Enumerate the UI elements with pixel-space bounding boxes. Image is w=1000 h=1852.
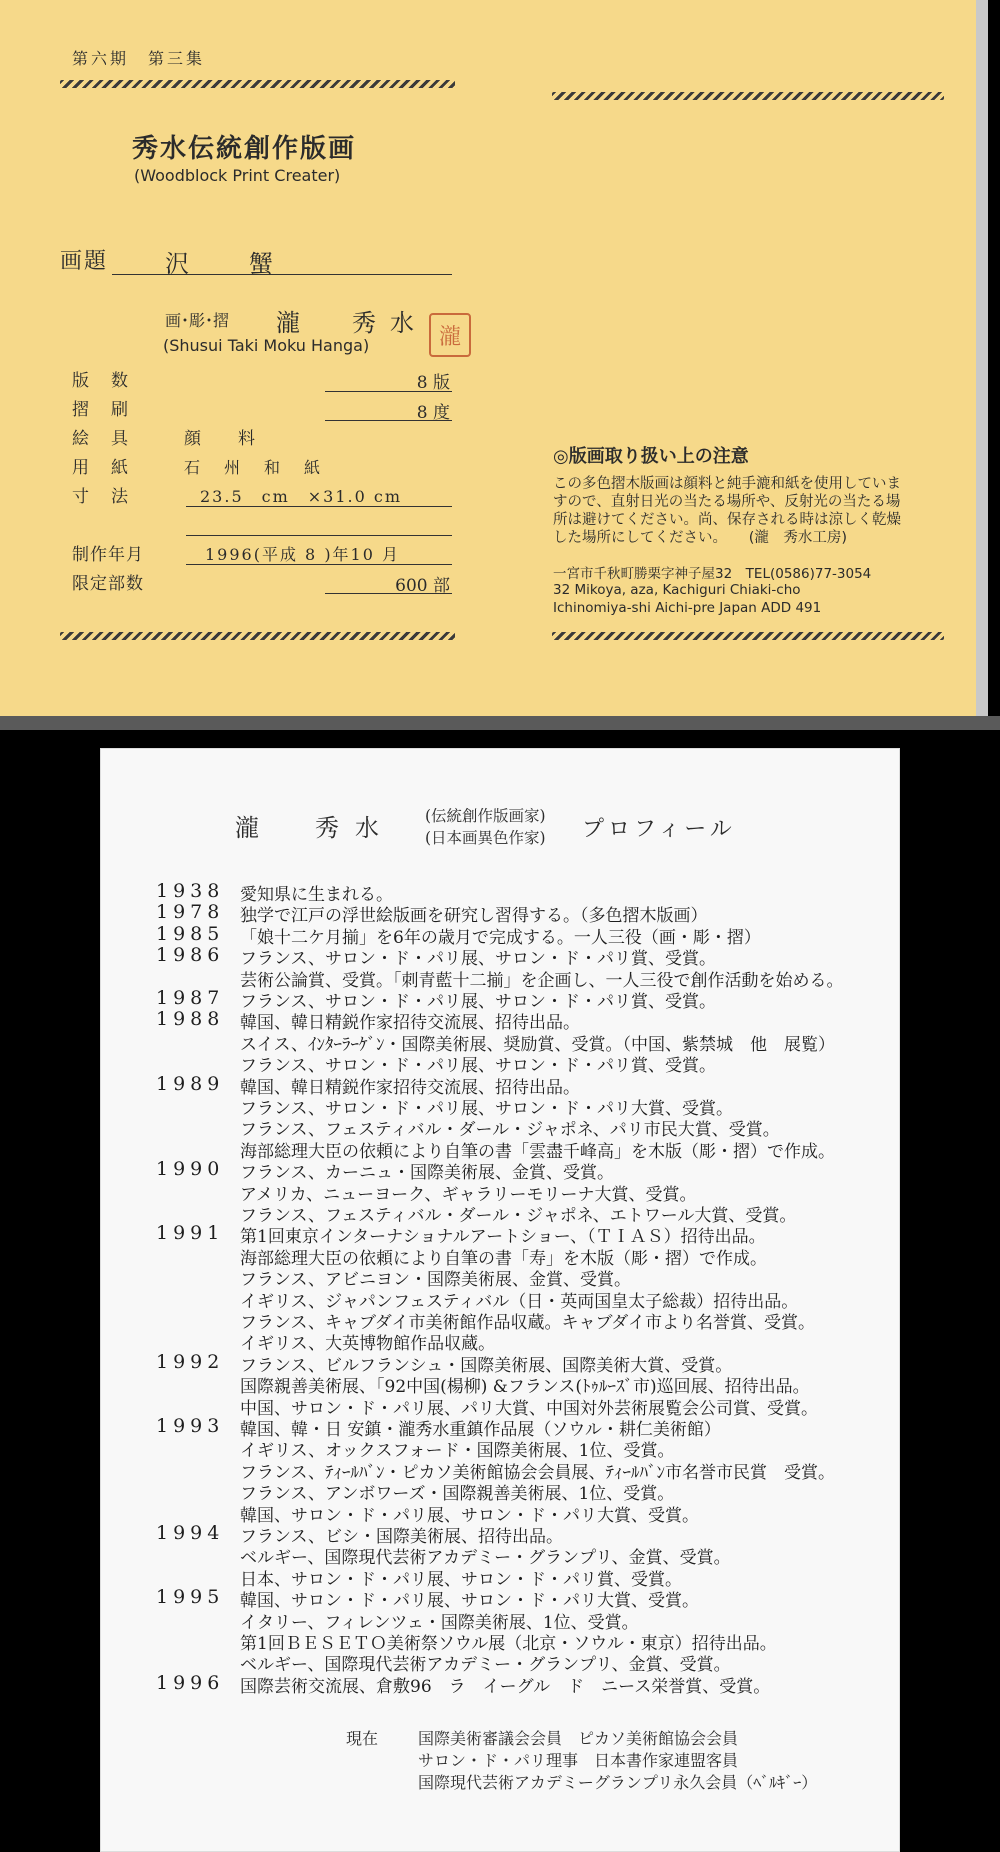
profile-entry-text: 日本、サロン・ド・パリ展、サロン・ド・パリ賞、受賞。 <box>240 1569 682 1590</box>
profile-entry-text: フランス、サロン・ド・パリ展、サロン・ド・パリ賞、受賞。 <box>240 992 716 1012</box>
artist-en: (Shusui Taki Moku Hanga) <box>163 336 370 355</box>
profile-entry-year: 1995 <box>156 1586 225 1609</box>
profile-name: 瀧 秀水 <box>235 814 395 842</box>
profile-entry-text: アメリカ、ニューヨーク、ギャラリーモリーナ大賞、受賞。 <box>240 1184 697 1205</box>
spec-value-paper: 石 州 和 紙 <box>184 458 325 477</box>
profile-entry-text: 国際芸術交流展、倉敷96 ラ イーグル ド ニース栄誉賞、受賞。 <box>240 1676 771 1697</box>
profile-role-2: (日本画異色作家) <box>425 829 546 847</box>
profile-entry-text: 「娘十二ケ月揃」を6年の歳月で完成する。一人三役（画・彫・摺） <box>240 927 761 948</box>
edition-value: 600 部 <box>395 576 450 596</box>
profile-entry-text: フランス、フェスティバル・ダール・ジャポネ、パリ市民大賞、受賞。 <box>240 1120 780 1141</box>
profile-entry-year: 1993 <box>156 1415 225 1437</box>
spec-underline-plates <box>325 391 452 392</box>
notice-line-3: 所は避けてください。尚、保存される時は涼しく乾燥 <box>553 512 901 528</box>
profile-entry-text: フランス、サロン・ド・パリ展、サロン・ド・パリ賞、受賞。 <box>240 949 716 970</box>
profile-entry-text: 韓国、韓・日 安鎮・瀧秀水重鎮作品展（ソウル・耕仁美術館） <box>240 1420 721 1440</box>
spec-label-paper: 用紙 <box>72 458 150 478</box>
profile-entry-text: 芸術公論賞、受賞。「刺青藍十二揃」を企画し、一人三役で創作活動を始める。 <box>240 970 844 991</box>
profile-entry-text: イギリス、大英博物館作品収蔵。 <box>240 1334 496 1355</box>
profile-entry-text: 独学で江戸の浮世絵版画を研究し習得する。（多色摺木版画） <box>240 906 708 927</box>
date-underline <box>186 564 452 565</box>
profile-entry-text: フランス、サロン・ド・パリ展、サロン・ド・パリ大賞、受賞。 <box>240 1099 733 1119</box>
profile-entry-text: フランス、サロン・ド・パリ展、サロン・ド・パリ賞、受賞。 <box>240 1056 716 1077</box>
profile-entry-text: フランス、カーニュ・国際美術展、金賞、受賞。 <box>240 1163 614 1184</box>
profile-entry-text: 第1回東京インターナショナルアートショー、（ＴＩＡＳ）招待出品。 <box>240 1227 766 1248</box>
edition-underline <box>325 593 452 594</box>
spec-value-plates: 8 版 <box>416 373 450 393</box>
artist-seal: 瀧 <box>429 313 471 357</box>
profile-entry-text: フランス、アンボワーズ・国際親善美術展、1位、受賞。 <box>240 1484 675 1505</box>
address-en-2: Ichinomiya-shi Aichi-pre Japan ADD 491 <box>553 600 822 616</box>
spec-value-pigment: 顔 料 <box>184 429 265 449</box>
profile-entry-text: 海部総理大臣の依頼により自筆の書「雲盡千峰高」を木版（彫・摺）で作成。 <box>240 1141 835 1162</box>
subject-value: 沢 蟹 <box>165 250 291 278</box>
spec-underline-printings <box>325 420 452 421</box>
profile-entry-year: 1987 <box>156 987 225 1009</box>
card-title-en: (Woodblock Print Creater) <box>134 166 341 185</box>
spec-label-pigment: 絵具 <box>72 429 150 449</box>
ornament-top-left <box>60 80 455 88</box>
profile-entry-year: 1978 <box>156 901 225 924</box>
profile-entry-text: フランス、アビニヨン・国際美術展、金賞、受賞。 <box>240 1270 631 1291</box>
profile-entry-text: フランス、ビシ・国際美術展、招待出品。 <box>240 1527 563 1547</box>
notice-title: ◎版画取り扱い上の注意 <box>553 446 749 467</box>
profile-entry-text: イタリー、フィレンツェ・国際美術展、1位、受賞。 <box>240 1612 639 1633</box>
profile-entry-text: 韓国、サロン・ド・パリ展、サロン・ド・パリ大賞、受賞。 <box>240 1591 699 1612</box>
profile-entry-year: 1938 <box>156 880 225 902</box>
profile-entry-text: 国際親善美術展、「92中国(楊柳) &フランス(ﾄｩﾙｰｽﾞ市)巡回展、招待出品。 <box>240 1377 810 1398</box>
certificate-card <box>0 0 988 716</box>
profile-entry-year: 1988 <box>156 1008 225 1031</box>
current-line-1: 国際美術審議会会員 ピカソ美術館協会会員 <box>418 1729 739 1748</box>
profile-entry-year: 1996 <box>156 1671 225 1694</box>
address-jp: 一宮市千秋町勝栗字神子屋32 TEL(0586)77-3054 <box>553 566 872 582</box>
profile-entry-year: 1992 <box>156 1350 225 1373</box>
profile-entry-text: 韓国、韓日精鋭作家招待交流展、招待出品。 <box>240 1077 580 1098</box>
profile-entry-text: 海部総理大臣の依頼により自筆の書「寿」を木版（彫・摺）で作成。 <box>240 1248 767 1269</box>
profile-sheet <box>100 748 900 1852</box>
profile-entry-text: フランス、フェスティバル・ダール・ジャポネ、エトワール大賞、受賞。 <box>240 1206 797 1226</box>
profile-entry-year: 1985 <box>156 922 225 945</box>
subject-underline <box>112 274 452 275</box>
spec-value-size: 23.5 cm ×31.0 cm <box>200 487 403 506</box>
spec-label-plates: 版数 <box>72 371 150 391</box>
spec-value-printings: 8 度 <box>416 403 450 423</box>
artist-name: 瀧 秀水 <box>276 309 428 337</box>
card-edge <box>0 716 1000 730</box>
profile-entry-text: スイス、ｲﾝﾀｰﾗｰｹﾞﾝ・国際美術展、奨励賞、受賞。（中国、紫禁城 他 展覧） <box>240 1034 835 1055</box>
profile-entry-text: ベルギー、国際現代芸術アカデミー・グランプリ、金賞、受賞。 <box>240 1548 731 1569</box>
edition-label: 限定部数 <box>72 574 144 594</box>
card-title: 秀水伝統創作版画 <box>132 134 357 164</box>
address-en-1: 32 Mikoya, aza, Kachiguri Chiaki-cho <box>553 582 801 598</box>
current-line-3: 国際現代芸術アカデミーグランプリ永久会員（ﾍﾞﾙｷﾞｰ） <box>418 1773 818 1792</box>
profile-entry-text: フランス、ビルフランシュ・国際美術展、国際美術大賞、受賞。 <box>240 1355 733 1376</box>
artist-roles: 画･彫･摺 <box>165 311 230 330</box>
profile-entry-text: 韓国、韓日精鋭作家招待交流展、招待出品。 <box>240 1013 580 1034</box>
profile-entry-text: ベルギー、国際現代芸術アカデミー・グランプリ、金賞、受賞。 <box>240 1655 731 1676</box>
current-label: 現在 <box>346 1729 379 1748</box>
ornament-top-right <box>552 92 944 100</box>
profile-entry-text: 愛知県に生まれる。 <box>240 885 393 905</box>
subject-label: 画題 <box>60 249 109 274</box>
spec-label-size: 寸法 <box>72 487 150 507</box>
profile-entry-text: イギリス、ジャパンフェスティバル（日・英両国皇太子総裁）招待出品。 <box>240 1291 799 1312</box>
profile-entry-text: 第1回ＢＥＳＥＴＯ美術祭ソウル展（北京・ソウル・東京）招待出品。 <box>240 1634 777 1654</box>
spec-underline-blank <box>186 535 452 536</box>
profile-entry-text: フランス、キャブダイ市美術館作品収蔵。キャブダイ市より名誉賞、受賞。 <box>240 1313 815 1333</box>
notice-line-4: した場所にしてください。 (瀧 秀水工房) <box>553 530 848 546</box>
series-number: 第六期 第三集 <box>72 49 206 68</box>
spec-label-printings: 摺刷 <box>72 400 150 420</box>
profile-entry-year: 1989 <box>156 1072 225 1095</box>
profile-entry-text: イギリス、オックスフォード・国際美術展、1位、受賞。 <box>240 1441 675 1462</box>
date-label: 制作年月 <box>72 545 144 565</box>
profile-heading: プロフィール <box>582 817 736 842</box>
profile-entry-text: 中国、サロン・ド・パリ展、パリ大賞、中国対外芸術展覧会公司賞、受賞。 <box>240 1398 818 1419</box>
profile-role-1: (伝統創作版画家) <box>425 807 546 825</box>
current-line-2: サロン・ド・パリ理事 日本書作家連盟客員 <box>418 1751 739 1770</box>
date-value: 1996(平成 8 )年10 月 <box>205 545 401 564</box>
ornament-bottom-right <box>552 632 944 640</box>
profile-entry-year: 1991 <box>156 1222 225 1245</box>
profile-entry-text: フランス、ﾃｨｰﾙﾊﾞﾝ・ピカソ美術館協会会員展、ﾃｨｰﾙﾊﾞﾝ市名誉市民賞 受賞。 <box>240 1462 835 1483</box>
profile-entry-year: 1986 <box>156 944 225 967</box>
notice-line-1: この多色摺木版画は顔料と純手漉和紙を使用していま <box>553 476 901 492</box>
spec-underline-size <box>186 506 452 507</box>
profile-entry-year: 1994 <box>156 1522 225 1544</box>
profile-entry-text: 韓国、サロン・ド・パリ展、サロン・ド・パリ大賞、受賞。 <box>240 1505 699 1526</box>
notice-line-2: すので、直射日光の当たる場所や、反射光の当たる場 <box>553 494 901 510</box>
profile-entry-year: 1990 <box>156 1158 225 1181</box>
ornament-bottom-left <box>60 632 455 640</box>
